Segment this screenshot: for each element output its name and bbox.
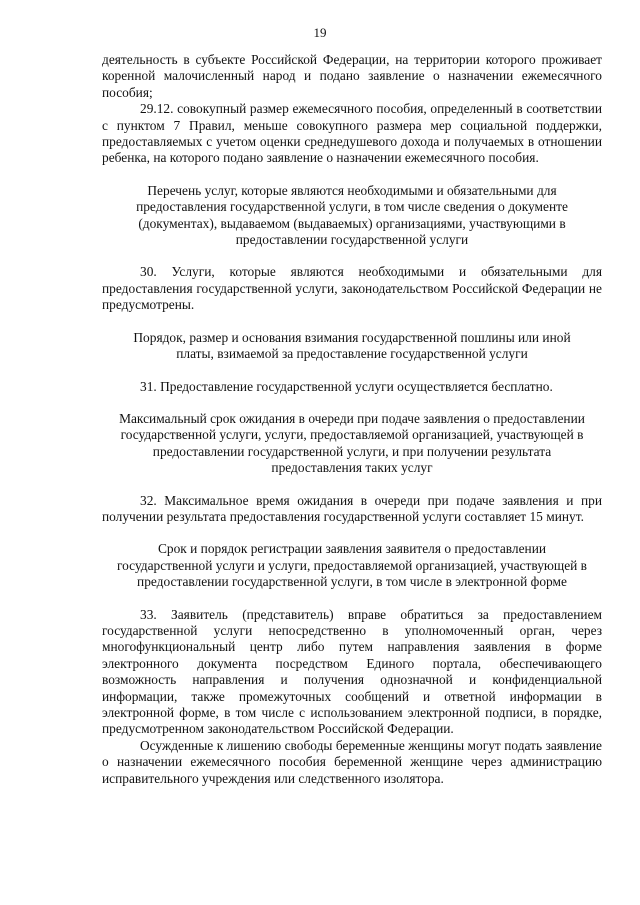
- paragraph-32: 32. Максимальное время ожидания в очереди при подаче заявления и при получении результата предоставления государственной услуги составляет 15 минут.: [102, 492, 602, 524]
- paragraph-33: 33. Заявитель (представитель) вправе обратиться за предоставлением государственной услуги непосредственно в уполномоченный орган, через многофункциональный центр либо путем направления заявления в форме электронного документа посредством Единого портала, обеспечивающего возможность направления и получения однозначной и конфиденциальной информации, также промежуточных сообщений и ответной информации в электронной форме, в том числе с использованием электронной подписи, в порядке, предусмотренном законодательством Российской Федерации.: [102, 606, 602, 737]
- paragraph-30: 30. Услуги, которые являются необходимыми и обязательными для предоставления государственной услуги, законодательством Российской Федерации не предусмотрены.: [102, 264, 602, 313]
- paragraph-intro-continuation: деятельность в субъекте Российской Федерации, на территории которого проживает коренной малочисленный народ и подано заявление о назначении ежемесячного пособия;: [102, 52, 602, 100]
- page-number: 19: [313, 25, 327, 40]
- heading-queue-waiting: Максимальный срок ожидания в очереди при подаче заявления о предоставлении государственной услуги, услуги, предоставляемой организацией, участвующей в предоставлении государственной услуги, и при получении результата предоставления таких услуг: [119, 410, 585, 476]
- paragraph-29-12: 29.12. совокупный размер ежемесячного пособия, определенный в соответствии с пунктом 7 Правил, меньше совокупного размера мер социальной поддержки, предоставляемых с учетом оценки среднедушевого дохода и получаемых в отношении ребенка, на которого подано заявление о назначении ежемесячного пособия.: [102, 101, 602, 166]
- heading-fee: Порядок, размер и основания взимания государственной пошлины или иной платы, взимаемой за предоставление государственной услуги: [133, 329, 571, 362]
- heading-registration: Срок и порядок регистрации заявления заявителя о предоставлении государственной услуги и услуги, предоставляемой организацией, участвующей в предоставлении государственной услуги, в том числе в электронной форме: [116, 541, 588, 590]
- paragraph-31: 31. Предоставление государственной услуги осуществляется бесплатно.: [140, 378, 553, 394]
- paragraph-convicted-women: Осужденные к лишению свободы беременные женщины могут подать заявление о назначении ежемесячного пособия беременной женщине через администрацию исправительного учреждения или следственного изолятора.: [102, 737, 602, 786]
- heading-required-services: Перечень услуг, которые являются необходимыми и обязательными для предоставления государственной услуги, в том числе сведения о документе (документах), выдаваемом (выдаваемых) организациями, участвующими в предоставлении государственной услуги: [136, 182, 568, 248]
